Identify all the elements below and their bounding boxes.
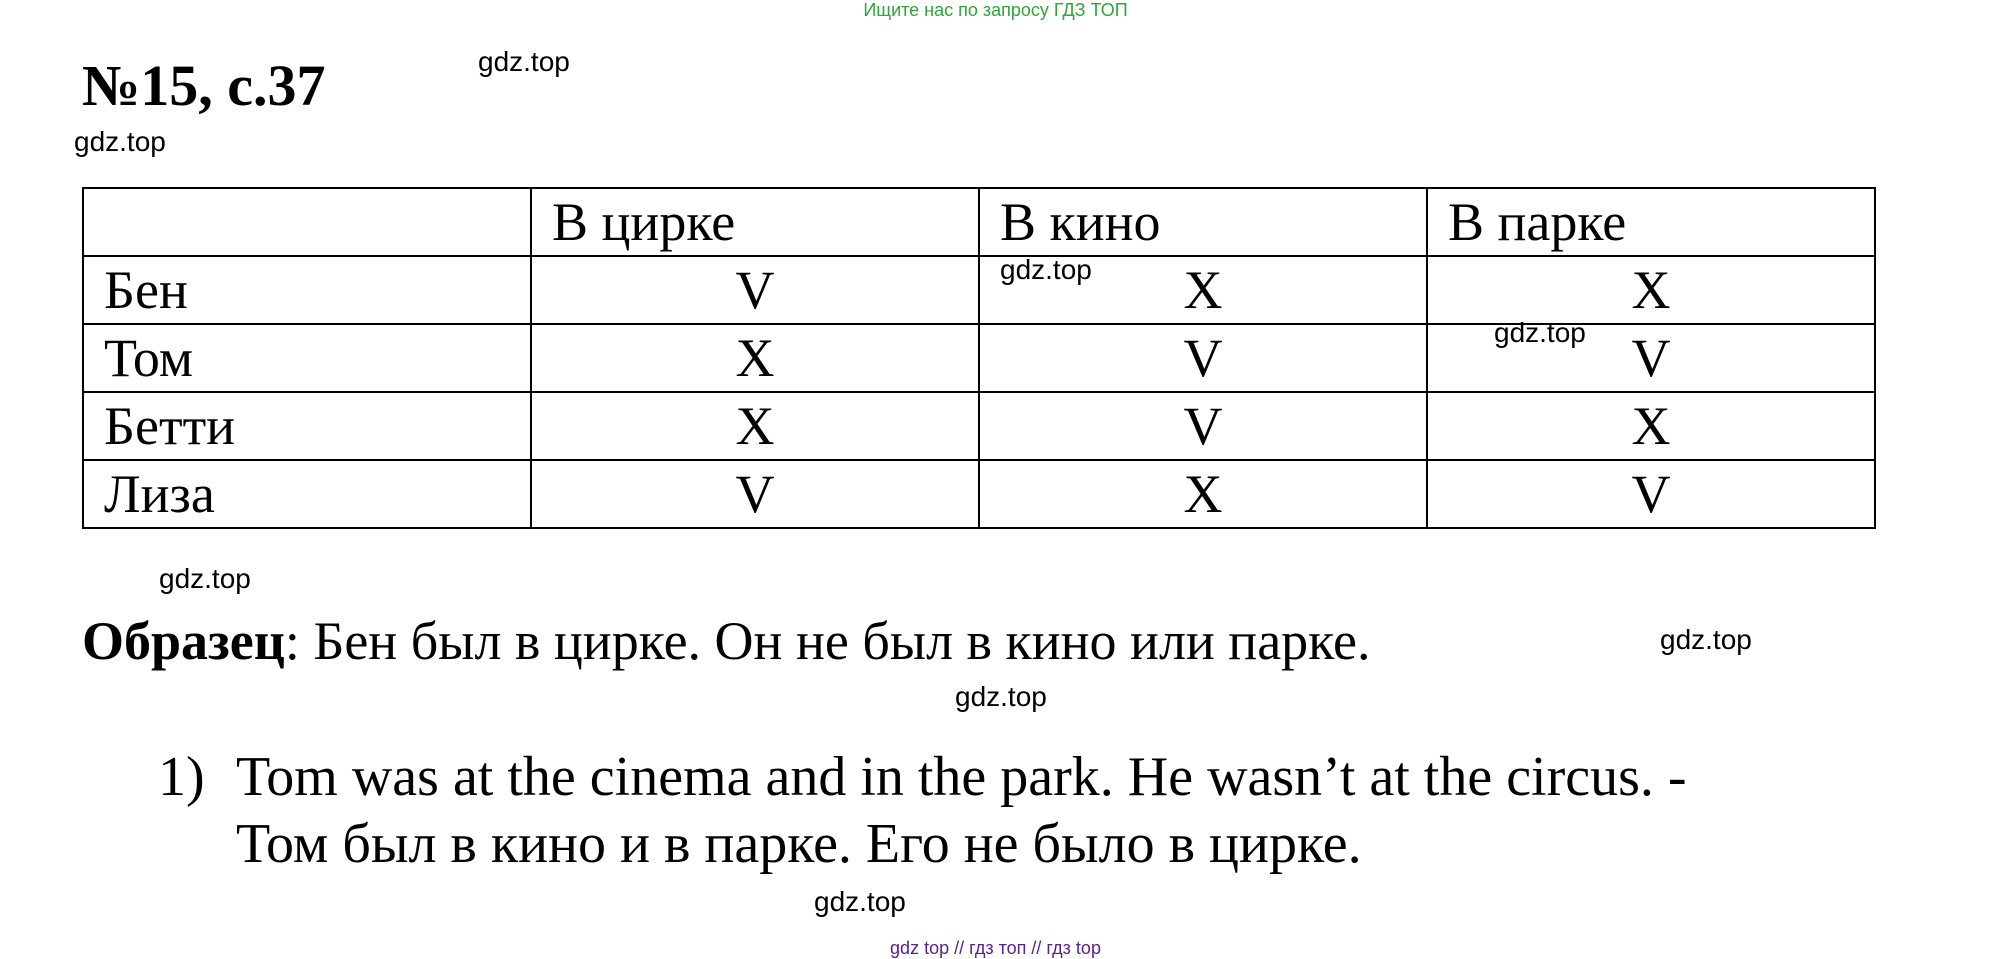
watermark: gdz.top xyxy=(478,46,570,77)
sample-sentence xyxy=(82,610,1371,672)
mark-cell: V xyxy=(1427,460,1875,528)
sample-text: : Бен был в цирке. Он не был в кино или парке. xyxy=(284,611,1371,671)
watermark: gdz.top xyxy=(1000,254,1092,285)
mark-cell: V xyxy=(531,460,979,528)
mark-cell: V xyxy=(979,324,1427,392)
watermark: gdz.top xyxy=(74,126,166,157)
mark-cell: X xyxy=(979,256,1427,324)
mark-cell: X xyxy=(1427,256,1875,324)
watermark: gdz.top xyxy=(1494,317,1586,348)
table-header-row xyxy=(83,188,1875,256)
watermark: gdz.top xyxy=(955,681,1047,712)
mark-cell: V xyxy=(1427,324,1875,392)
row-name: Лиза xyxy=(83,460,531,528)
mark-cell: X xyxy=(531,392,979,460)
table-row xyxy=(83,324,1875,392)
mark-cell: V xyxy=(531,256,979,324)
sample-label: Образец xyxy=(82,611,285,671)
column-header xyxy=(83,188,531,256)
column-header-cinema: В кино xyxy=(979,188,1427,256)
mark-cell: X xyxy=(1427,392,1875,460)
table-row xyxy=(83,256,1875,324)
answer-russian: Том был в кино и в парке. Его не было в цирке. xyxy=(236,813,1362,875)
mark-cell: X xyxy=(531,324,979,392)
answer-english: Tom was at the cinema and in the park. He wasn’t at the circus. - xyxy=(236,746,1687,808)
task-title: №15, с.37 xyxy=(82,53,326,118)
answer-number: 1) xyxy=(158,746,205,808)
watermark: gdz.top xyxy=(814,886,906,917)
watermark: gdz.top xyxy=(1660,624,1752,655)
row-name: Том xyxy=(83,324,531,392)
header-banner: Ищите нас по запросу ГДЗ ТОП xyxy=(863,0,1128,20)
column-header-circus: В цирке xyxy=(531,188,979,256)
table-row xyxy=(83,460,1875,528)
row-name: Бен xyxy=(83,256,531,324)
watermark: gdz.top xyxy=(159,563,251,594)
row-name: Бетти xyxy=(83,392,531,460)
mark-cell: X xyxy=(979,460,1427,528)
column-header-park: В парке xyxy=(1427,188,1875,256)
footer-banner: gdz top // гдз топ // гдз top xyxy=(890,938,1101,958)
mark-cell: V xyxy=(979,392,1427,460)
table-row xyxy=(83,392,1875,460)
attendance-table xyxy=(82,187,1876,529)
